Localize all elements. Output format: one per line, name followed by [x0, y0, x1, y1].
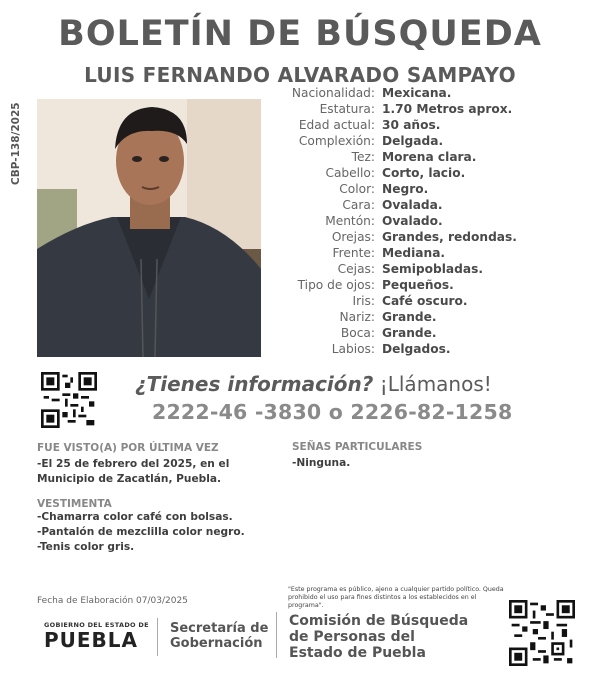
- attribute-label: Iris:: [352, 294, 375, 308]
- attribute-value: Mediana.: [382, 246, 446, 260]
- attribute-row: [230, 262, 600, 278]
- puebla-government-logo: [44, 621, 149, 651]
- attribute-row: [230, 310, 600, 326]
- attribute-label: Cara:: [342, 198, 375, 212]
- attribute-row: [230, 118, 600, 134]
- attribute-value: 1.70 Metros aprox.: [382, 102, 513, 116]
- attribute-row: [230, 326, 600, 342]
- creation-date: Fecha de Elaboración 07/03/2025: [37, 596, 188, 606]
- attribute-row: [230, 198, 600, 214]
- attribute-value: Grande.: [382, 326, 437, 340]
- attribute-value: Delgada.: [382, 134, 444, 148]
- missing-person-name: LUIS FERNANDO ALVARADO SAMPAYO: [84, 63, 516, 87]
- attribute-label: Frente:: [332, 246, 375, 260]
- attribute-value: Ovalada.: [382, 198, 443, 212]
- secretaria-gobernacion: [170, 621, 268, 651]
- attribute-value: Café oscuro.: [382, 294, 468, 308]
- attribute-label: Boca:: [340, 326, 375, 340]
- footer-divider: [276, 612, 277, 658]
- information-question: ¿Tienes información?: [135, 372, 374, 396]
- case-code: CBP-138/2025: [10, 102, 22, 185]
- last-seen-line: -El 25 de febrero del 2025, en el: [37, 458, 230, 470]
- attribute-value: Corto, lacio.: [382, 166, 466, 180]
- attribute-label: Mentón:: [325, 214, 375, 228]
- attribute-value: Pequeños.: [382, 278, 454, 292]
- attribute-row: [230, 294, 600, 310]
- attribute-row: [230, 102, 600, 118]
- attribute-row: [230, 278, 600, 294]
- attribute-label: Tez:: [351, 150, 375, 164]
- footer-qr-code[interactable]: [509, 600, 575, 666]
- comision-line: Estado de Puebla: [289, 645, 426, 661]
- bulletin-title: BOLETÍN DE BÚSQUEDA: [58, 14, 542, 54]
- attribute-label: Tipo de ojos:: [297, 278, 375, 292]
- attribute-row: [230, 150, 600, 166]
- distinguishing-marks-heading: SEÑAS PARTICULARES: [292, 441, 423, 453]
- comision-line: Comisión de Búsqueda: [289, 613, 469, 629]
- comision-line: de Personas del: [289, 629, 415, 645]
- last-seen-line: Municipio de Zacatlán, Puebla.: [37, 473, 222, 485]
- attribute-row: [230, 230, 600, 246]
- attribute-label: Cejas:: [337, 262, 375, 276]
- attribute-row: [230, 246, 600, 262]
- clothing-item: -Pantalón de mezclilla color negro.: [37, 526, 245, 538]
- contact-phones[interactable]: 2222-46 -3830 o 2226-82-1258: [152, 400, 513, 424]
- attribute-value: Morena clara.: [382, 150, 477, 164]
- attribute-value: Semipobladas.: [382, 262, 483, 276]
- attribute-row: [230, 182, 600, 198]
- attribute-label: Edad actual:: [298, 118, 375, 132]
- attribute-value: Mexicana.: [382, 86, 452, 100]
- last-seen-details: [37, 457, 229, 487]
- attribute-value: Negro.: [382, 182, 429, 196]
- call-us-text: ¡Llámanos!: [379, 372, 492, 396]
- government-label: GOBIERNO DEL ESTADO DE: [44, 621, 149, 629]
- contact-prompt: [135, 372, 492, 396]
- distinguishing-marks-value: -Ninguna.: [292, 457, 351, 469]
- clothing-item: -Chamarra color café con bolsas.: [37, 511, 233, 523]
- attribute-row: [230, 342, 600, 358]
- attribute-value: 30 años.: [382, 118, 441, 132]
- attribute-value: Grandes, redondas.: [382, 230, 517, 244]
- clothing-item: -Tenis color gris.: [37, 541, 135, 553]
- clothing-list: [37, 510, 245, 555]
- attribute-label: Color:: [339, 182, 375, 196]
- secretaria-line: Gobernación: [170, 636, 263, 651]
- attribute-value: Delgados.: [382, 342, 451, 356]
- attribute-row: [230, 166, 600, 182]
- clothing-heading: VESTIMENTA: [37, 498, 112, 510]
- comision-busqueda: [289, 613, 468, 661]
- program-disclaimer: "Este programa es público, ajeno a cualquier partido político. Queda prohibido el uso para fines distintos a los establecidos en el programa".: [288, 586, 504, 610]
- attribute-label: Nacionalidad:: [291, 86, 375, 100]
- attribute-label: Labios:: [331, 342, 375, 356]
- footer-divider: [157, 618, 158, 656]
- attribute-value: Grande.: [382, 310, 437, 324]
- secretaria-line: Secretaría de: [170, 621, 269, 636]
- qr-code[interactable]: [41, 372, 97, 428]
- attribute-label: Complexión:: [298, 134, 375, 148]
- attribute-row: [230, 86, 600, 102]
- puebla-wordmark: PUEBLA: [44, 628, 139, 652]
- attribute-row: [230, 214, 600, 230]
- attribute-label: Nariz:: [339, 310, 375, 324]
- attribute-value: Ovalado.: [382, 214, 443, 228]
- attribute-row: [230, 134, 600, 150]
- missing-person-photo: [37, 99, 261, 357]
- attribute-label: Orejas:: [331, 230, 375, 244]
- last-seen-heading: FUE VISTO(A) POR ÚLTIMA VEZ: [37, 442, 219, 454]
- attribute-label: Estatura:: [319, 102, 375, 116]
- attribute-label: Cabello:: [325, 166, 375, 180]
